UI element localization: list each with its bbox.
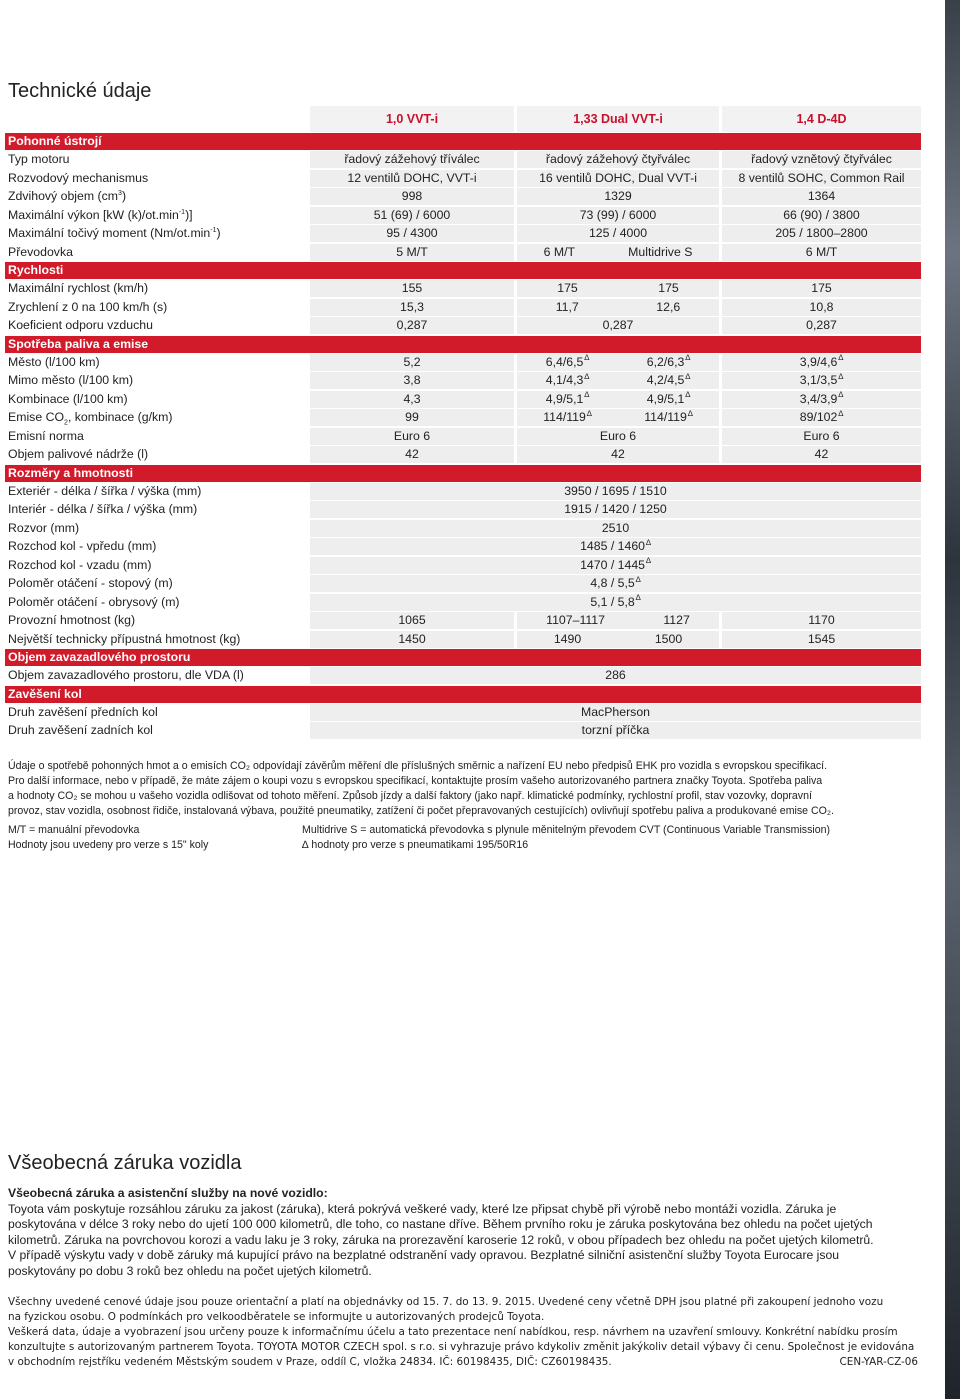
consumption-notes: Údaje o spotřebě pohonných hmot a o emisích CO₂ odpovídají závěrům měření dle příslušných směrnic a nařízení EU nebo předpisů EHK pro vozidla s evropskou specifikací. Pro další informace, nebo v případě, že máte zájem o koupi vozu s evropskou specifikací, kontaktujte prosím vašeho autorizovaného partnera značky Toyota. Spotřeba paliva a hodnoty CO₂ se mohou u vašeho vozidla odlišovat od tohoto měření. Způsob jízdy a další faktory (jako např. klimatické podmínky, rychlostní profil, stav vozovky, dopravní provoz, stav vozidla, osobnost řidiče, instalovaná výbava, použité pneumatiky, zatížení či počet přepravovaných cestujících) ovlivňují spotřebu paliva a produkované emise CO₂. <box>8 760 834 817</box>
cell: 1450 <box>310 631 514 648</box>
table-header <box>5 106 921 132</box>
spec-table <box>5 106 921 740</box>
triangle-icon: ∆ <box>838 371 844 381</box>
cell: 1065 <box>310 612 514 629</box>
row-label: Maximální výkon [kW $(k)/ot.\min^{-1}$)] <box>8 207 193 222</box>
row-label: Objem palivové nádrže (l) <box>8 447 149 461</box>
triangle-icon: ∆ <box>635 593 641 603</box>
cell: Euro 6 <box>517 428 719 445</box>
section-header: Pohonné ústrojí <box>5 133 921 150</box>
cell: 125 / 4000 <box>517 225 719 242</box>
cell: 2510 <box>310 520 921 537</box>
cell: 4,8 / 5,5∆ <box>310 575 921 592</box>
section-header: Zavěšení kol <box>5 686 921 703</box>
row-label: Emise $CO_2$, kombinace (g/km) <box>8 410 173 427</box>
column-header: 1,0 VVT-i <box>310 106 514 132</box>
cell: MacPherson <box>310 704 921 721</box>
table-row <box>5 224 921 243</box>
legend-right: Multidrive S = automatická převodovka s plynule měnitelným převodem CVT (Continuous Variable Transmission) ∆ hodnoty pro verze s pneumatikami 195/50R16 <box>302 824 831 851</box>
triangle-icon: ∆ <box>646 556 651 566</box>
cell: 1490 1500 <box>517 631 719 648</box>
table-row <box>5 500 921 519</box>
table-row <box>5 243 921 262</box>
table-row <box>5 611 921 630</box>
cell: 1329 <box>517 188 719 205</box>
cell: 42 <box>517 446 719 463</box>
cell: 5,1 / 5,8∆ <box>310 594 921 611</box>
table-row <box>5 279 921 298</box>
table-row <box>5 482 921 501</box>
section-header: Objem zavazadlového prostoru <box>5 649 921 666</box>
cell: 3,8 <box>310 372 514 389</box>
cell: 42 <box>310 446 514 463</box>
table-row <box>5 298 921 317</box>
cell: 3,9/4,6∆ <box>722 354 921 371</box>
section-header: Rozměry a hmotnosti <box>5 465 921 482</box>
cell: 1364 <box>722 188 921 205</box>
table-row <box>5 169 921 188</box>
cell: 1107–1117 1127 <box>517 612 719 629</box>
table-row <box>5 445 921 464</box>
row-label: Mimo město (l/100 km) <box>8 373 134 387</box>
row-label: Maximální rychlost (km/h) <box>8 281 149 295</box>
cell: řadový vznětový čtyřválec <box>722 151 921 168</box>
row-label: Kombinace (l/100 km) <box>8 391 128 406</box>
cell: 99 <box>310 409 514 426</box>
disclaimer: Všechny uvedené cenové údaje jsou pouze orientační a platí na objednávky od 15. 7. do 13. 9. 2015. Uvedené ceny včetně DPH jsou platné při zakoupení jednoho vozu na fyzickou osobu. O podmínkách pro velkoodběratele se informujte u autorizovaných prodejců Toyota. Veškerá data, údaje a vyobrazení jsou určeny pouze k informačnímu účelu a tato prezentace není nabídkou, resp. návrhem na uzavření smlouvy. Konkrétní nabídku prosím konzultujte s autorizovaným partnerem Toyota. TOYOTA MOTOR CZECH spol. s r.o. si vyhrazuje právo kdykoliv změnit jakýkoliv detail výbavy či cenu. Společnost je evidována v obchodním rejstříku vedeném Městským soudem v Praze, oddíl C, vložka 24834. IČ: 60198435, DIČ: CZ60198435. CEN-YAR-CZ-06 <box>8 1296 918 1368</box>
column-header: 1,33 Dual VVT-i <box>517 106 719 132</box>
cell: 175 175 <box>517 280 719 297</box>
cell: 0,287 <box>310 317 514 334</box>
cell: 16 ventilů DOHC, Dual VVT-i <box>517 170 719 187</box>
triangle-icon: ∆ <box>838 353 844 363</box>
legend-left: M/T = manuální převodovka Hodnoty jsou uvedeny pro verze s 15" koly <box>8 824 209 851</box>
cell: 0,287 <box>517 317 719 334</box>
triangle-icon: ∆ <box>635 574 641 584</box>
table-row <box>5 593 921 612</box>
cell: 1470 / 1445∆ <box>310 557 921 574</box>
cell: 205 / 1800–2800 <box>722 225 921 242</box>
cell: řadový zážehový tříválec <box>310 151 514 168</box>
cell: 1545 <box>722 631 921 648</box>
row-label: Rozchod kol - vzadu (mm) <box>8 557 152 572</box>
cell: 3,4/3,9∆ <box>722 391 921 408</box>
cell: 15,3 <box>310 299 514 316</box>
cell: 998 <box>310 188 514 205</box>
cell: 10,8 <box>722 299 921 316</box>
triangle-icon: ∆ <box>838 390 844 400</box>
cell: 6 M/T Multidrive S <box>517 244 719 261</box>
row-label: Objem zavazadlového prostoru, dle VDA (l) <box>8 668 244 682</box>
cell: 4,3 <box>310 391 514 408</box>
row-label: Převodovka <box>8 244 73 259</box>
cell: 11,7 12,6 <box>517 299 719 316</box>
table-row <box>5 390 921 409</box>
row-label: Poloměr otáčení - stopový (m) <box>8 576 173 590</box>
table-row <box>5 703 921 722</box>
triangle-icon: ∆ <box>838 408 844 418</box>
section-header: Spotřeba paliva a emise <box>5 336 921 353</box>
cell: 3950 / 1695 / 1510 <box>310 483 921 500</box>
row-label: Druh zavěšení zadních kol <box>8 723 153 737</box>
row-label: Rozchod kol - vpředu (mm) <box>8 539 157 553</box>
table-row <box>5 150 921 169</box>
section-header: Rychlosti <box>5 262 921 279</box>
cell: 0,287 <box>722 317 921 334</box>
cell: 8 ventilů SOHC, Common Rail <box>722 170 921 187</box>
warranty-heading: Všeobecná záruka a asistenční služby na nové vozidlo: <box>8 1186 328 1200</box>
row-label: Poloměr otáčení - obrysový (m) <box>8 594 180 609</box>
cell: 42 <box>722 446 921 463</box>
cell: 95 / 4300 <box>310 225 514 242</box>
row-label: Exteriér - délka / šířka / výška (mm) <box>8 483 202 498</box>
row-label: Provozní hmotnost (kg) <box>8 613 136 627</box>
table-row <box>5 556 921 575</box>
cell: Euro 6 <box>722 428 921 445</box>
row-label: Zdvihový objem $(cm^3)$ <box>8 189 127 203</box>
document-code: CEN-YAR-CZ-06 <box>839 1356 918 1368</box>
cell: torzní příčka <box>310 722 921 739</box>
cell: 1915 / 1420 / 1250 <box>310 501 921 518</box>
cell: 286 <box>310 667 921 684</box>
cell: 155 <box>310 280 514 297</box>
cell: 51 (69) / 6000 <box>310 207 514 224</box>
cell: 12 ventilů DOHC, VVT-i <box>310 170 514 187</box>
row-label: Maximální točivý moment $(Nm/ot.\min^{-1})$ <box>8 226 221 240</box>
cell: 73 (99) / 6000 <box>517 207 719 224</box>
table-row <box>5 519 921 538</box>
cell: 3,1/3,5∆ <box>722 372 921 389</box>
table-row <box>5 721 921 740</box>
row-label: Rozvor (mm) <box>8 520 80 535</box>
row-label: Druh zavěšení předních kol <box>8 704 158 719</box>
cell: 4,9/5,1∆ 4,9/5,1∆ <box>517 391 719 408</box>
decorative-side-strip <box>945 0 960 1399</box>
table-row <box>5 316 921 335</box>
column-header: 1,4 D-4D <box>722 106 921 132</box>
table-row <box>5 537 921 556</box>
table-row <box>5 408 921 427</box>
table-row <box>5 574 921 593</box>
table-row <box>5 630 921 649</box>
cell: 1170 <box>722 612 921 629</box>
cell: 175 <box>722 280 921 297</box>
cell: 4,1/4,3∆ 4,2/4,5∆ <box>517 372 719 389</box>
cell: 89/102∆ <box>722 409 921 426</box>
row-label: Koeficient odporu vzduchu <box>8 318 153 332</box>
cell: 5 M/T <box>310 244 514 261</box>
cell: 114/119∆ 114/119∆ <box>517 409 719 426</box>
row-label: Typ motoru <box>8 152 70 166</box>
warranty-text: Všeobecná záruka a asistenční služby na nové vozidlo: Toyota vám poskytuje rozsáhlou záruku za jakost (záruka), která pokrývá veškeré vady, které lze připsat chybě při výrobě nebo montáži vozidla. Záruka je poskytována v délce 3 roky nebo do ujetí 100 000 kilometrů, dle toho, co nastane dříve. Během prvního roku je záruka poskytována bez ohledu na počet ujetých kilometrů. Záruka na povrchovou korozi a vadu laku je 3 roky, záruka na prorezavění karoserie 12 roků, v obou případech bez ohledu na počet ujetých kilometrů. V případě výskytu vady v době záruky má kupující právo na bezplatné odstranění vady opravou. Bezplatné silniční asistenční služby Toyota Eurocare jsou poskytovány po dobu 3 roků bez ohledu na počet ujetých kilometrů. <box>8 1186 918 1279</box>
cell: 6,4/6,5∆ 6,2/6,3∆ <box>517 354 719 371</box>
cell: 6 M/T <box>722 244 921 261</box>
row-label: Zrychlení z 0 na 100 km/h (s) <box>8 299 168 314</box>
cell: 66 (90) / 3800 <box>722 207 921 224</box>
cell: 5,2 <box>310 354 514 371</box>
cell: Euro 6 <box>310 428 514 445</box>
cell: řadový zážehový čtyřválec <box>517 151 719 168</box>
triangle-icon: ∆ <box>646 537 651 547</box>
table-row <box>5 187 921 206</box>
row-label: Rozvodový mechanismus <box>8 170 149 185</box>
table-row <box>5 206 921 225</box>
row-label: Největší technicky přípustná hmotnost (kg) <box>8 631 241 646</box>
table-row <box>5 427 921 446</box>
row-label: Emisní norma <box>8 428 84 443</box>
page-title: Technické údaje <box>8 80 152 102</box>
cell: 1485 / 1460∆ <box>310 538 921 555</box>
table-row <box>5 371 921 390</box>
table-row <box>5 353 921 372</box>
table-row <box>5 666 921 685</box>
row-label: Město (l/100 km) <box>8 354 100 369</box>
row-label: Interiér - délka / šířka / výška (mm) <box>8 502 198 516</box>
warranty-title: Všeobecná záruka vozidla <box>8 1152 242 1174</box>
